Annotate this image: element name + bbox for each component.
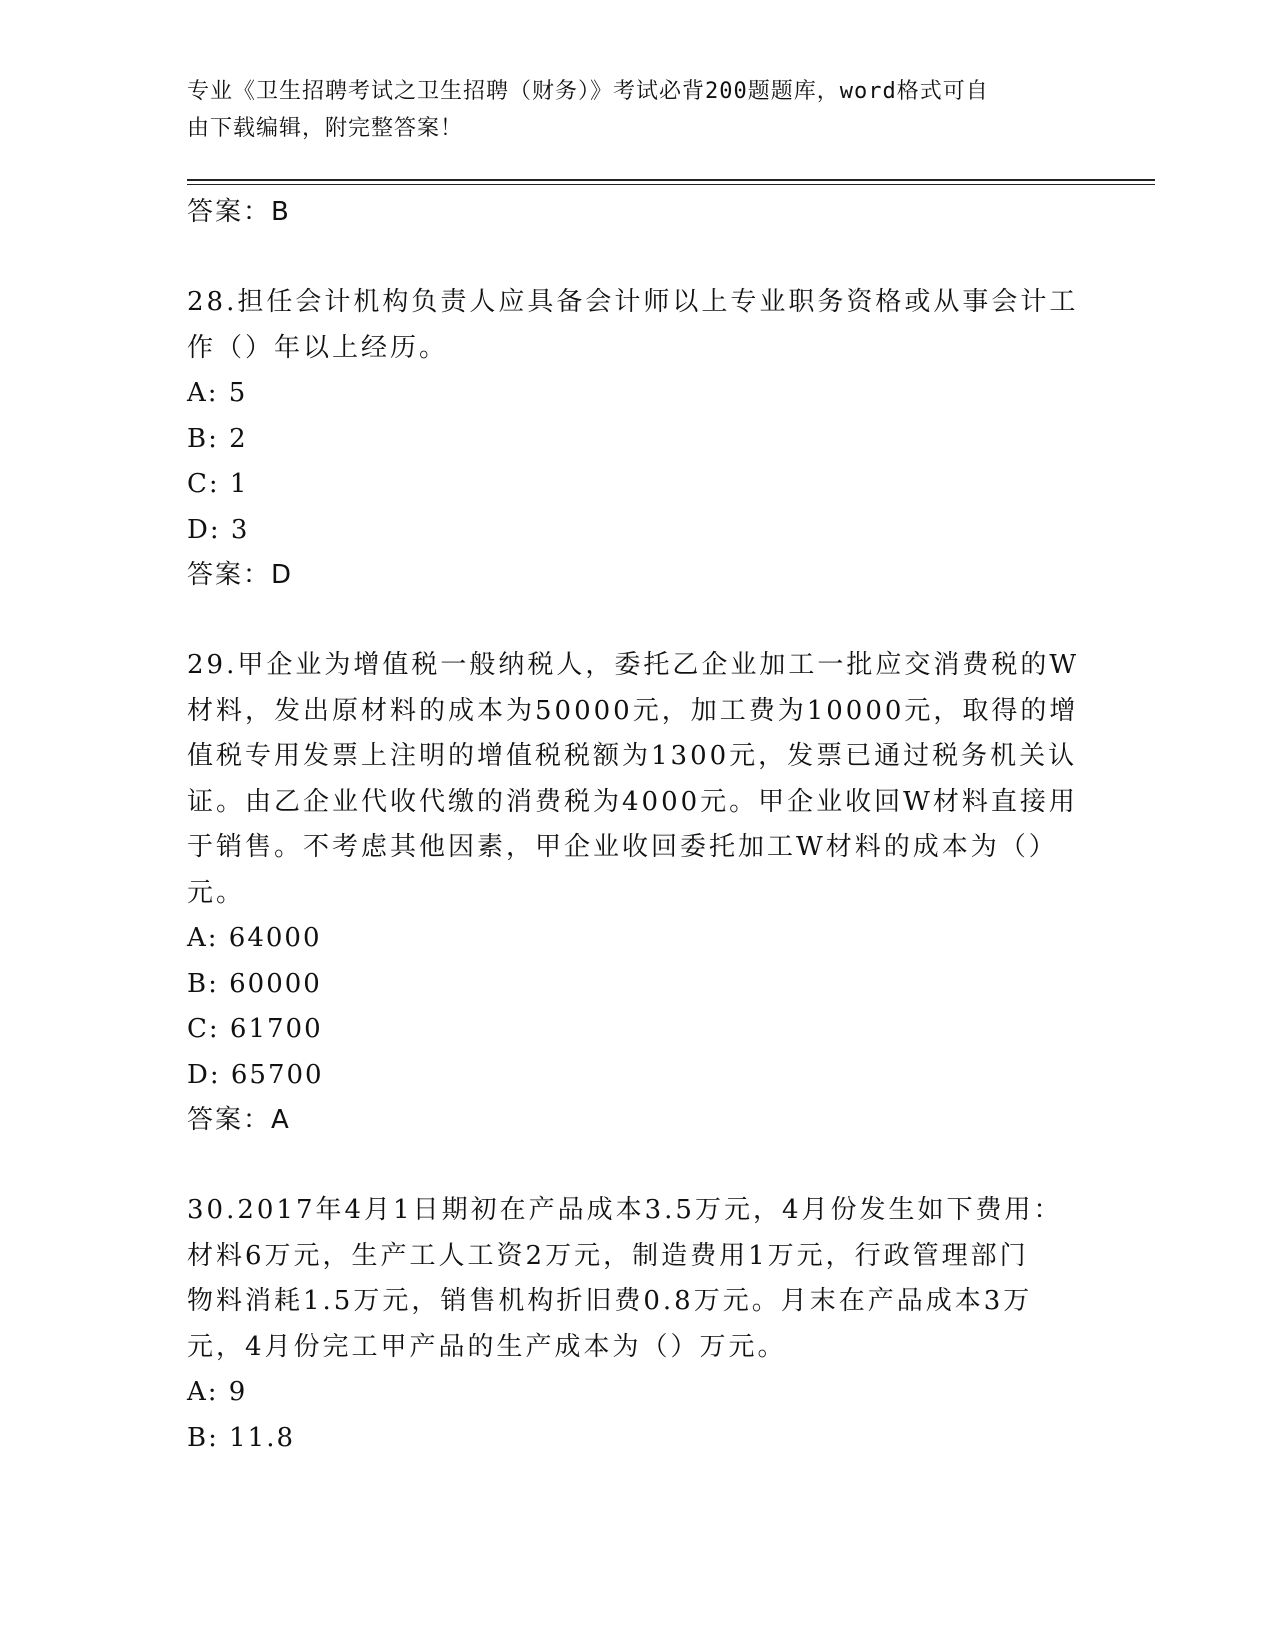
answer-line: 答案：D [187,560,294,590]
answer-line: 答案：A [187,1105,291,1135]
question-line: 值税专用发票上注明的增值税税额为1300元，发票已通过税务机关认 [187,741,1078,771]
option-c: C: 1 [187,469,249,499]
option-c: C: 61700 [187,1014,323,1044]
question-line: 作（）年以上经历。 [187,332,449,363]
spacer [187,598,1087,643]
question-block [187,280,1087,598]
option-a: A: 5 [187,378,248,408]
question-line: 物料消耗1.5万元，销售机构折旧费0.8万元。月末在产品成本3万 [187,1286,1033,1316]
option-a: A: 64000 [187,923,322,953]
spacer [187,235,1087,280]
question-line: 元。 [187,877,246,908]
header-divider-thick [187,179,1155,181]
question-line: 29.甲企业为增值税一般纳税人，委托乙企业加工一批应交消费税的W [187,650,1080,680]
question-line: 28.担任会计机构负责人应具备会计师以上专业职务资格或从事会计工 [187,287,1079,317]
question-line: 材料6万元，生产工人工资2万元，制造费用1万元，行政管理部门 [187,1240,1029,1271]
question-line: 于销售。不考虑其他因素，甲企业收回委托加工W材料的成本为（） [187,832,1058,862]
option-b: B: 2 [187,423,248,454]
option-d: D: 65700 [187,1059,324,1090]
option-b: B: 60000 [187,968,322,999]
option-a: A: 9 [187,1377,248,1407]
document-header [187,73,1087,147]
question-line: 材料，发出原材料的成本为50000元，加工费为10000元，取得的增 [187,695,1079,726]
answer-line: 答案：B [187,197,291,227]
document-body [187,190,1087,1461]
header-divider-thin [187,184,1155,185]
spacer [187,1143,1087,1188]
option-d: D: 3 [187,514,250,545]
question-line: 30.2017年4月1日期初在产品成本3.5万元，4月份发生如下费用： [187,1195,1063,1225]
question-line: 证。由乙企业代收代缴的消费税为4000元。甲企业收回W材料直接用 [187,786,1078,817]
header-line-1: 专业《卫生招聘考试之卫生招聘（财务）》考试必背200题题库，word格式可自 [187,79,989,104]
option-b: B: 11.8 [187,1422,296,1453]
question-block [187,643,1087,1143]
question-block [187,1188,1087,1461]
header-line-2: 由下载编辑，附完整答案！ [187,116,464,141]
question-line: 元，4月份完工甲产品的生产成本为（）万元。 [187,1331,787,1362]
